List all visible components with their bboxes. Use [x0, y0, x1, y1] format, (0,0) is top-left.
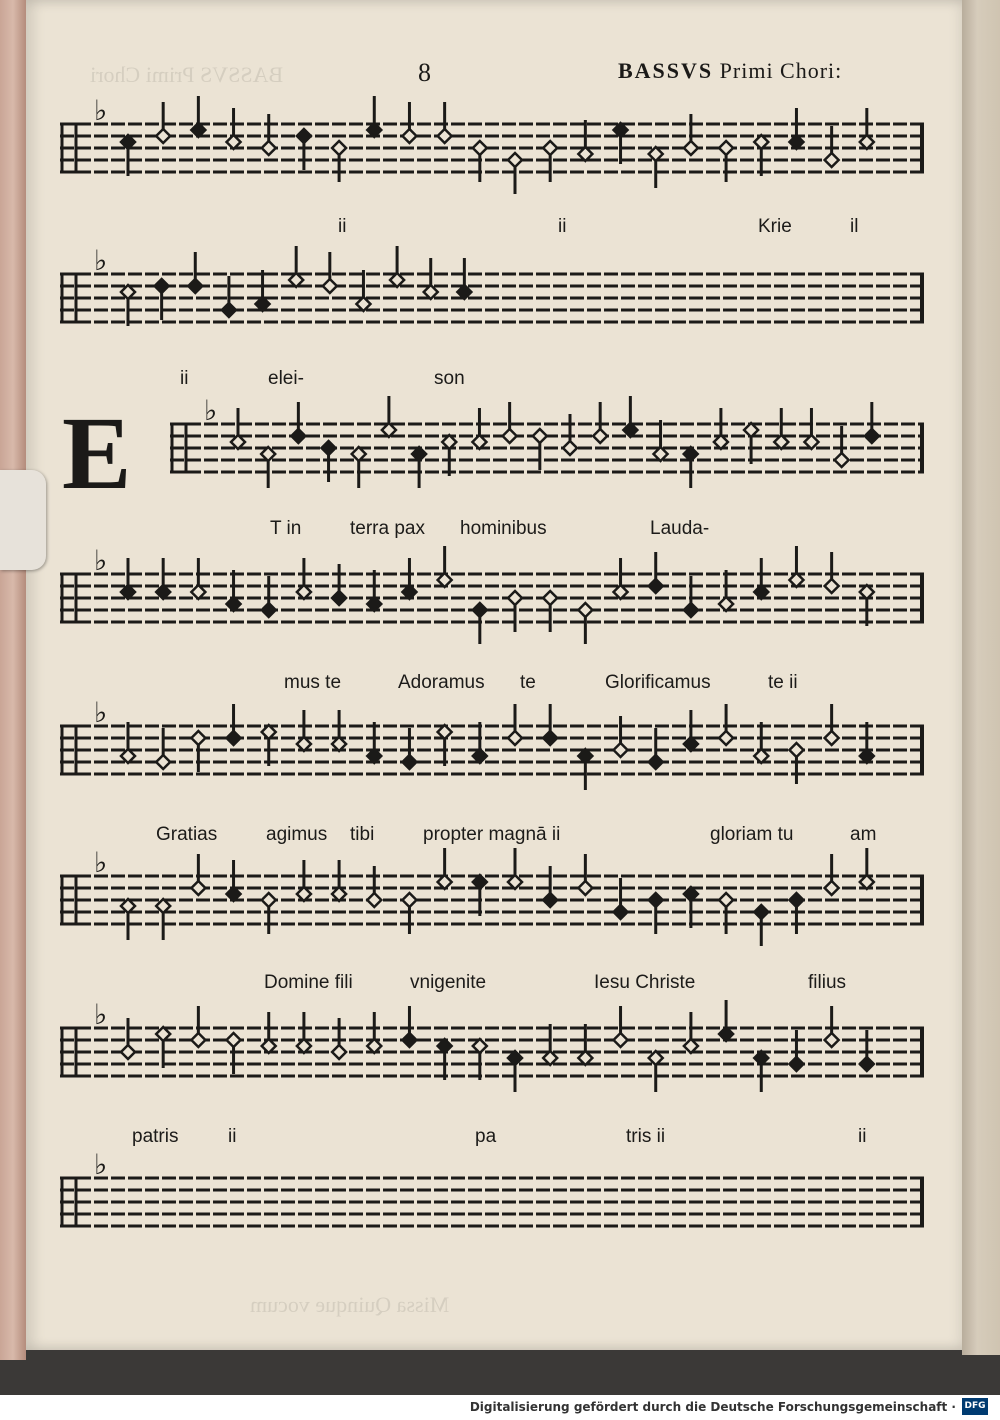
flat-sign: ♭: [94, 846, 108, 879]
lyric-syllable: Gratias: [156, 824, 218, 845]
note-head: [367, 893, 381, 907]
note-head: [649, 755, 663, 769]
note-head: [155, 279, 169, 293]
note-head: [543, 731, 557, 745]
lyric-syllable: Adoramus: [398, 672, 485, 693]
note-head: [543, 893, 557, 907]
note-head: [825, 579, 839, 593]
note-head: [191, 1033, 205, 1047]
note-head: [438, 129, 452, 143]
lyric-syllable: ii: [558, 216, 567, 237]
note-head: [262, 893, 276, 907]
decorated-initial: E: [62, 396, 132, 511]
note-head: [754, 905, 768, 919]
note-head: [578, 881, 592, 895]
note-head: [332, 591, 346, 605]
lyric-syllable: tibi: [350, 824, 375, 845]
note-head: [563, 441, 577, 455]
note-head: [508, 731, 522, 745]
note-head: [578, 603, 592, 617]
note-head: [825, 731, 839, 745]
lyric-syllable: ii: [858, 1126, 867, 1147]
note-head: [191, 731, 205, 745]
note-head: [860, 1057, 874, 1071]
note-head: [188, 279, 202, 293]
dfg-logo-icon: DFG: [962, 1398, 988, 1415]
note-head: [825, 881, 839, 895]
flat-sign: ♭: [94, 94, 108, 127]
lyric-syllable: patris: [132, 1126, 179, 1147]
note-head: [156, 755, 170, 769]
flat-sign: ♭: [204, 394, 218, 427]
note-head: [322, 441, 336, 455]
note-head: [503, 429, 517, 443]
lyric-syllable: tris ii: [626, 1126, 666, 1147]
lyric-syllable: Lauda-: [650, 518, 710, 539]
note-head: [825, 1033, 839, 1047]
note-head: [614, 905, 628, 919]
note-head: [614, 1033, 628, 1047]
lyric-syllable: te ii: [768, 672, 798, 693]
note-head: [649, 893, 663, 907]
note-head: [789, 743, 803, 757]
lyric-syllable: Domine fili: [264, 972, 353, 993]
flat-sign: ♭: [94, 696, 108, 729]
lyric-syllable: son: [434, 368, 465, 389]
lyric-syllable: Iesu Christe: [594, 972, 696, 993]
funding-credit: Digitalisierung gefördert durch die Deutsche Forschungsgemeinschaft ·: [469, 1400, 956, 1414]
page-number: 8: [418, 58, 431, 87]
bleed-through-text: BASSVS Primi Chori: [90, 62, 284, 87]
note-head: [789, 1057, 803, 1071]
note-head: [402, 129, 416, 143]
lyric-syllable: ii: [180, 368, 189, 389]
note-head: [614, 743, 628, 757]
flat-sign: ♭: [94, 544, 108, 577]
note-head: [719, 141, 733, 155]
note-head: [402, 1033, 416, 1047]
note-head: [297, 129, 311, 143]
voice-name: BASSVS: [618, 58, 714, 83]
note-head: [533, 429, 547, 443]
note-head: [262, 603, 276, 617]
note-head: [222, 303, 236, 317]
note-head: [508, 153, 522, 167]
note-head: [543, 591, 557, 605]
note-head: [835, 453, 849, 467]
lyric-syllable: filius: [808, 972, 847, 993]
note-head: [262, 141, 276, 155]
flat-sign: ♭: [94, 244, 108, 277]
note-head: [121, 1045, 135, 1059]
note-head: [508, 591, 522, 605]
lyric-syllable: mus te: [284, 672, 342, 693]
lyric-syllable: T in: [270, 518, 302, 539]
note-head: [649, 579, 663, 593]
note-head: [227, 731, 241, 745]
note-head: [323, 279, 337, 293]
lyric-syllable: il: [850, 216, 859, 237]
lyric-syllable: gloriam tu: [710, 824, 794, 845]
lyric-syllable: am: [850, 824, 877, 845]
lyric-syllable: Glorificamus: [605, 672, 711, 693]
lyric-syllable: elei-: [268, 368, 304, 389]
note-head: [332, 141, 346, 155]
lyric-syllable: terra pax: [350, 518, 425, 539]
note-head: [473, 141, 487, 155]
lyric-syllable: agimus: [266, 824, 328, 845]
note-head: [719, 893, 733, 907]
choir-label: Primi Chori:: [719, 58, 843, 83]
lyric-syllable: Krie: [758, 216, 792, 237]
note-head: [156, 129, 170, 143]
lyric-syllable: hominibus: [460, 518, 547, 539]
flat-sign: ♭: [94, 1148, 108, 1181]
lyric-syllable: ii: [338, 216, 347, 237]
note-head: [684, 141, 698, 155]
note-head: [593, 429, 607, 443]
note-head: [332, 1045, 346, 1059]
note-head: [473, 603, 487, 617]
bleed-through-text: Missa Quinque vocum: [250, 1292, 450, 1317]
note-head: [865, 429, 879, 443]
lyric-syllable: propter magnā ii: [423, 824, 561, 845]
note-head: [789, 893, 803, 907]
flat-sign: ♭: [94, 998, 108, 1031]
lyric-syllable: vnigenite: [410, 972, 487, 993]
note-head: [684, 603, 698, 617]
note-head: [402, 893, 416, 907]
note-head: [227, 1033, 241, 1047]
lyric-syllable: ii: [228, 1126, 237, 1147]
lyric-syllable: te: [520, 672, 536, 693]
note-head: [543, 141, 557, 155]
note-head: [291, 429, 305, 443]
note-head: [402, 755, 416, 769]
note-head: [191, 881, 205, 895]
lyric-syllable: pa: [475, 1126, 497, 1147]
note-head: [719, 731, 733, 745]
note-head: [825, 153, 839, 167]
